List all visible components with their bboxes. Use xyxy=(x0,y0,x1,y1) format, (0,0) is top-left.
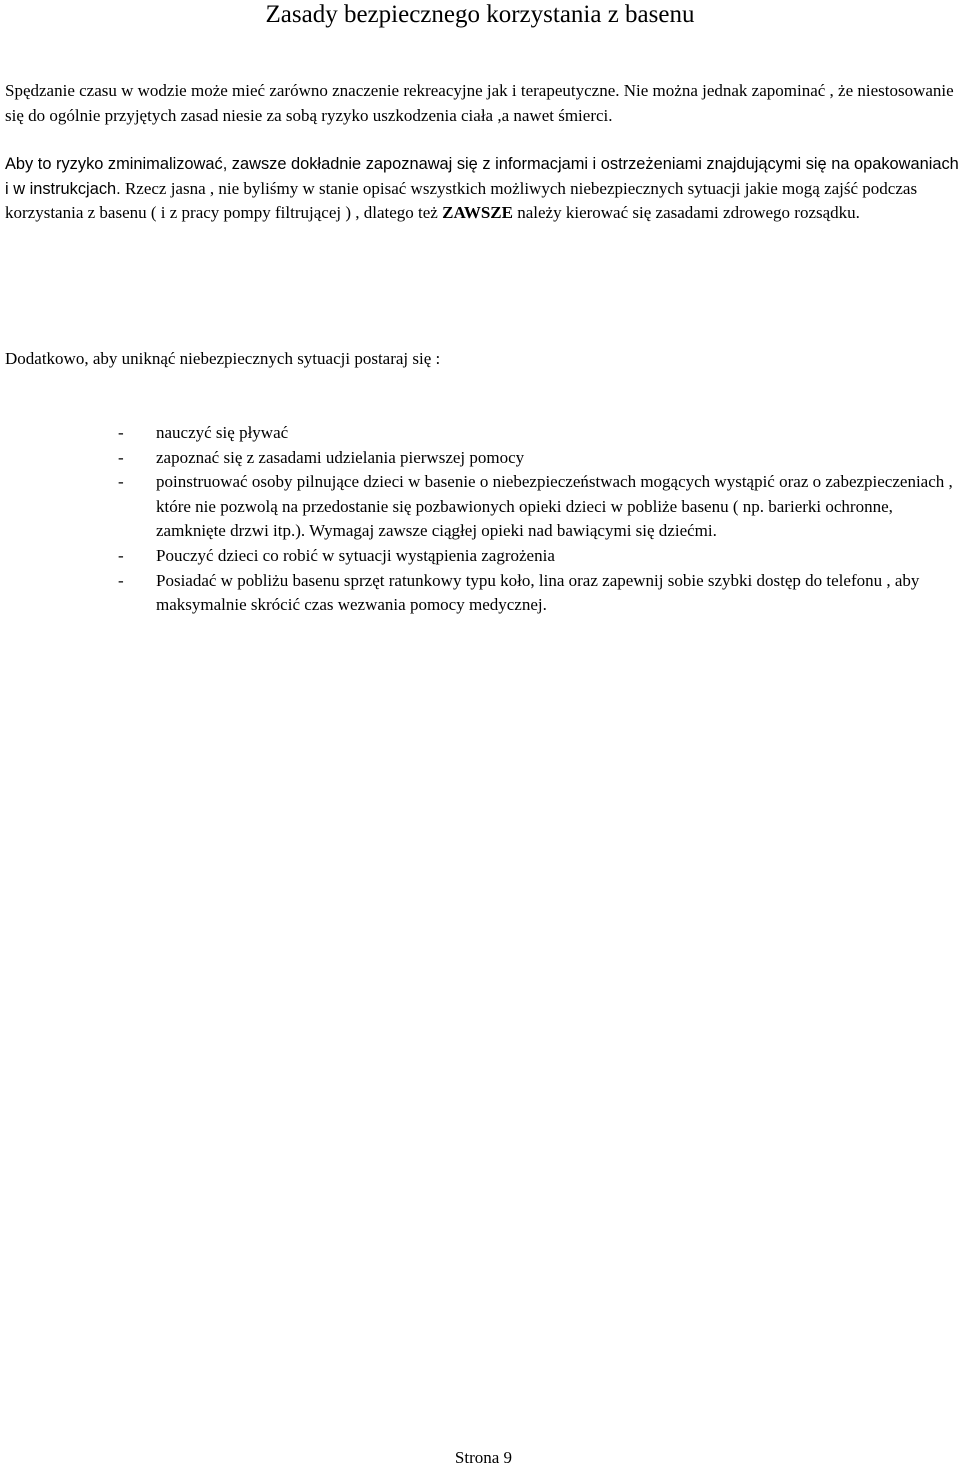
intro-paragraph: Spędzanie czasu w wodzie może mieć zarówno znaczenie rekreacyjne jak i terapeutyczne. Nie można jednak zapominać , że niestosowanie się do ogólnie przyjętych zasad niesie za sobą ryzyko uszkodzenia ciała ,a nawet śmierci. xyxy=(5,81,954,125)
warning-text-sans: Aby to ryzyko zminimalizować, zawsze dokładnie zapoznawaj się z informacjami i ostrzeżeniami znajdującymi się na opakowaniach i w instrukcjach. xyxy=(5,155,959,198)
list-item xyxy=(0,569,960,618)
list-item xyxy=(0,446,960,471)
list-item xyxy=(0,421,960,446)
warning-text-continued: Rzecz jasna , nie byliśmy w stanie opisać wszystkich możliwych niebezpiecznych sytuacji jakie mogą zajść podczas korzystania z basenu ( i z pracy pompy filtrującej ) , dlatego też xyxy=(5,178,918,222)
warning-text-serif xyxy=(5,179,917,223)
list-dash: - xyxy=(118,570,124,590)
list-dash: - xyxy=(118,447,124,467)
page-title: Zasady bezpiecznego korzystania z basenu xyxy=(265,1,695,28)
list-item-text: Posiadać w pobliżu basenu sprzęt ratunkowy typu koło, lina oraz zapewnij sobie szybki dostęp do telefonu , aby maksymalnie skrócić czas wezwania pomocy medycznej. xyxy=(156,570,920,615)
page-number: Strona 9 xyxy=(454,1448,513,1467)
list-item xyxy=(0,470,960,544)
list-item-text: poinstruować osoby pilnujące dzieci w basenie o niebezpieczeństwach mogących wystąpić oraz o zabezpieczeniach , które nie pozwolą na przedostanie się pozbawionych opieki dzieci w pobliże basenu ( np. barierki ochronne, zamknięte drzwi itp.). Wymagaj zawsze ciągłej opieki nad bawiącymi się dziećmi. xyxy=(156,472,953,541)
list-item-text: zapoznać się z zasadami udzielania pierwszej pomocy xyxy=(156,447,525,467)
list-intro: Dodatkowo, aby uniknąć niebezpiecznych sytuacji postaraj się : xyxy=(5,349,441,368)
list-item-text: nauczyć się pływać xyxy=(156,423,289,442)
list-dash: - xyxy=(118,423,124,442)
warning-text-end: należy kierować się zasadami zdrowego rozsądku. xyxy=(512,203,860,222)
list-item xyxy=(0,544,960,569)
list-item-text: Pouczyć dzieci co robić w sytuacji wystąpienia zagrożenia xyxy=(156,545,555,565)
list-dash: - xyxy=(118,472,124,492)
warning-paragraph xyxy=(5,152,960,226)
safety-rules-list xyxy=(0,421,960,618)
emphasis-always: ZAWSZE xyxy=(442,203,513,222)
list-dash: - xyxy=(118,545,124,565)
